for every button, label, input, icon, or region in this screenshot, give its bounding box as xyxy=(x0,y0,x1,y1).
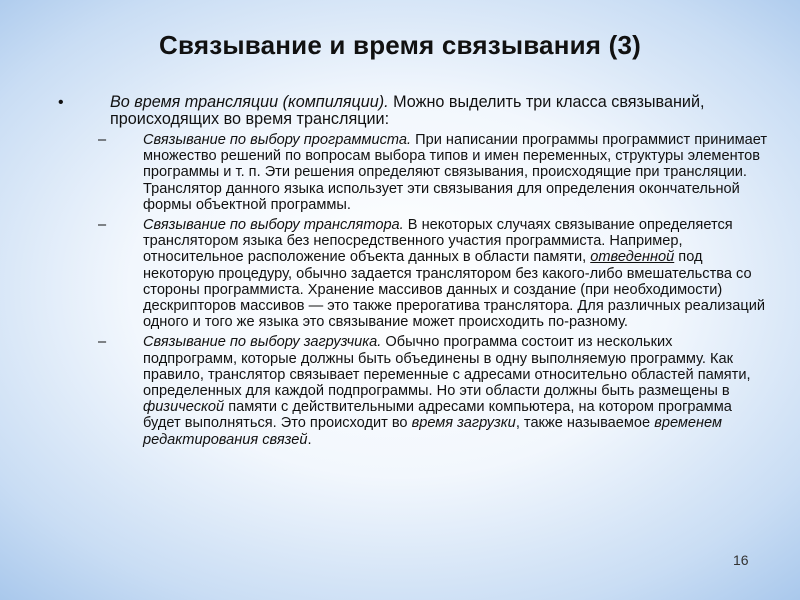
bullet-intro-italic: Во время трансляции (компиляции). xyxy=(110,93,389,111)
subitem-programmer xyxy=(58,132,770,213)
subitem-text: . xyxy=(307,431,312,448)
subitem-emphasis: временем редактирования связей xyxy=(143,415,723,448)
page-number: 16 xyxy=(733,552,749,568)
subitem-emphasis: отведенной xyxy=(590,249,675,266)
subitem-lead: Связывание по выбору транслятора. xyxy=(143,217,404,234)
bullet-item xyxy=(58,94,770,128)
subitem-translator xyxy=(58,217,770,330)
subitem-text: памяти с действительными адресами компьютера, на котором программа будет выполняться. Это происходит во xyxy=(143,399,732,432)
bullet-marker: • xyxy=(58,94,64,111)
dash-marker: – xyxy=(98,217,107,234)
slide-title: Связывание и время связывания (3) xyxy=(159,30,641,60)
subitem-emphasis: физической xyxy=(143,399,225,416)
subitem-text: под некоторую процедуру, обычно задается транслятором без какого-либо вмешательства со стороны программиста. Хранение массивов данных и создание (при необходимости) дескрипторов массивов — это также прерогатива транслятора. Для различных реализаций одного и того же языка это связывание может происходить по-разному. xyxy=(143,249,766,331)
subitem-loader xyxy=(58,334,770,447)
subitem-lead: Связывание по выбору загрузчика. xyxy=(143,334,382,351)
subitem-text: Обычно программа состоит из нескольких подпрограмм, которые должны быть объединены в одну выполняемую программу. Как правило, транслятор связывает переменные с адресами относительно областей памяти, определенных для каждой подпрограммы. Но эти области должны быть размещены в xyxy=(143,334,751,400)
slide-content xyxy=(58,94,770,448)
subitem-emphasis: время загрузки xyxy=(411,415,516,432)
subitem-lead: Связывание по выбору программиста. xyxy=(143,132,412,148)
bullet-intro-text: Можно выделить три класса связываний, происходящих во время трансляции: xyxy=(110,93,705,128)
subitem-text: В некоторых случаях связывание определяется транслятором языка без непосредственного участия программиста. Например, относительное расположение объекта данных в области памяти, xyxy=(143,217,733,266)
subitem-text: , также называемое xyxy=(515,415,655,432)
dash-marker: – xyxy=(98,132,107,148)
subitem-text: При написании программы программист принимает множество решений по вопросам выбора типов и имен переменных, структуры элементов программы и т. п. Эти решения определяют связывания, происходящие при трансляции. Транслятор данного языка использует эти связывания для определения окончательной формы объектной программы. xyxy=(143,132,768,213)
dash-marker: – xyxy=(98,334,107,351)
